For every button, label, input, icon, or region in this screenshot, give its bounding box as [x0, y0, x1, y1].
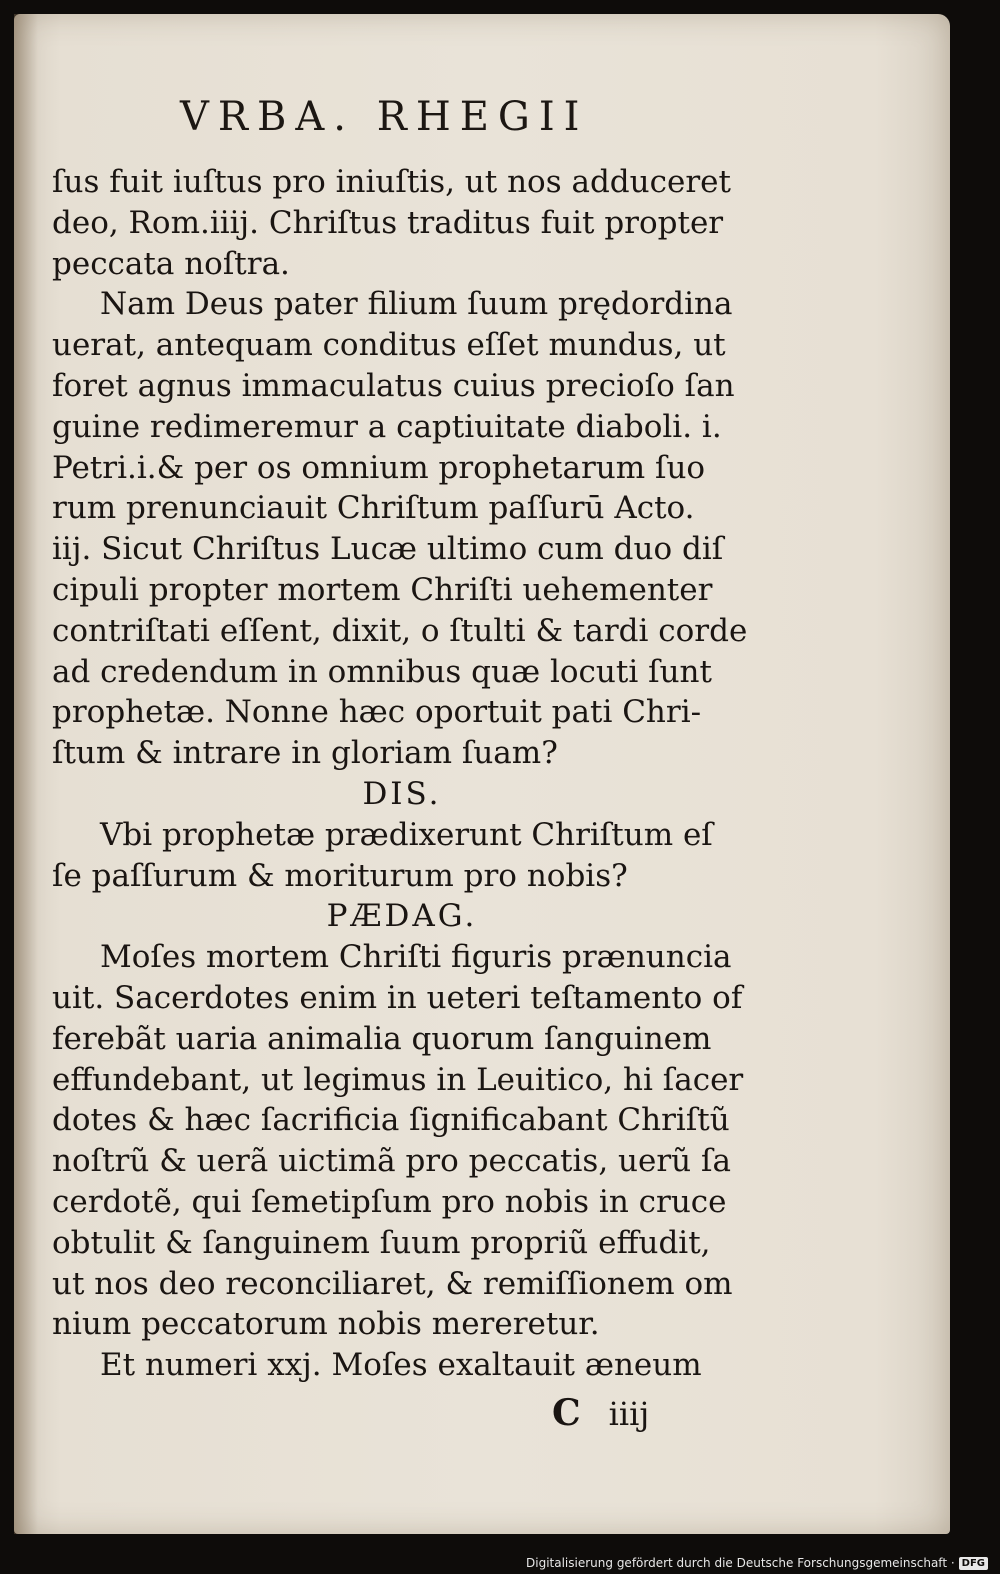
text-line: noſtrũ & uerã uictimã pro peccatis, uerũ ſa — [52, 1143, 731, 1180]
text-line: deo, Rom.iiij. Chriſtus traditus fuit propter — [52, 204, 724, 241]
text-line: effundebant, ut legimus in Leuitico, hi ſacer — [52, 1061, 744, 1098]
text-line: ſe paſſurum & moriturum pro nobis? — [52, 857, 628, 894]
text-line: ſtum & intrare in gloriam ſuam? — [52, 735, 558, 772]
text-line: guine redimeremur a captiuitate diaboli. i. — [52, 408, 722, 445]
text-line: Nam Deus pater filium ſuum prędordina — [100, 286, 733, 323]
text-line: contriſtati eſſent, dixit, o ſtulti & tardi corde — [52, 612, 748, 649]
signature-number: iiij — [608, 1395, 650, 1433]
text-line: Petri.i.& per os omnium prophetarum ſuo — [52, 449, 706, 486]
digitization-credit — [526, 1556, 988, 1570]
running-title: VRBA. RHEGII — [180, 94, 589, 140]
text-line: ſus fuit iuſtus pro iniuſtis, ut nos adduceret — [52, 164, 731, 200]
text-line: rum prenunciauit Chriſtum paſſurū Acto. — [52, 490, 695, 527]
text-line: nium peccatorum nobis mereretur. — [52, 1306, 600, 1343]
text-line: uit. Sacerdotes enim in ueteri teſtamento of — [52, 979, 743, 1016]
text-line: prophetæ. Nonne hæc oportuit pati Chri- — [52, 694, 702, 731]
text-line: ad credendum in omnibus quæ locuti ſunt — [52, 653, 712, 690]
page-gutter-shadow — [14, 14, 38, 1534]
text-line: ut nos deo reconciliaret, & remiſſionem om — [52, 1265, 733, 1302]
text-line: dotes & hæc ſacrificia ſignificabant Chriſtũ — [52, 1102, 730, 1139]
text-line: cerdotẽ, qui ſemetipſum pro nobis in cruce — [52, 1183, 727, 1220]
speaker-label: PÆDAG. — [326, 898, 478, 935]
text-line: ferebãt uaria animalia quorum ſanguinem — [52, 1020, 712, 1057]
text-line: foret agnus immaculatus cuius precioſo ſan — [52, 367, 735, 404]
speaker-label: DIS. — [362, 775, 442, 812]
text-line: iij. Sicut Chriſtus Lucæ ultimo cum duo diſ — [52, 531, 724, 568]
text-line: obtulit & ſanguinem ſuum propriũ effudit, — [52, 1224, 711, 1261]
signature-mark — [552, 1392, 649, 1434]
text-line: Moſes mortem Chriſti figuris prænuncia — [100, 939, 732, 976]
text-line: Vbi prophetæ prædixerunt Chriſtum eſ — [100, 816, 713, 853]
text-line: uerat, antequam conditus eſſet mundus, ut — [52, 327, 726, 364]
dfg-logo-icon: DFG — [959, 1557, 988, 1570]
credit-text: Digitalisierung gefördert durch die Deutsche Forschungsgemeinschaft · — [526, 1556, 955, 1570]
text-line: peccata noſtra. — [52, 245, 290, 282]
text-line: cipuli propter mortem Chriſti uehementer — [52, 571, 713, 608]
signature-letter: C — [552, 1392, 581, 1434]
text-line: Et numeri xxj. Moſes exaltauit æneum — [100, 1347, 702, 1384]
page-text-block — [52, 162, 752, 1386]
